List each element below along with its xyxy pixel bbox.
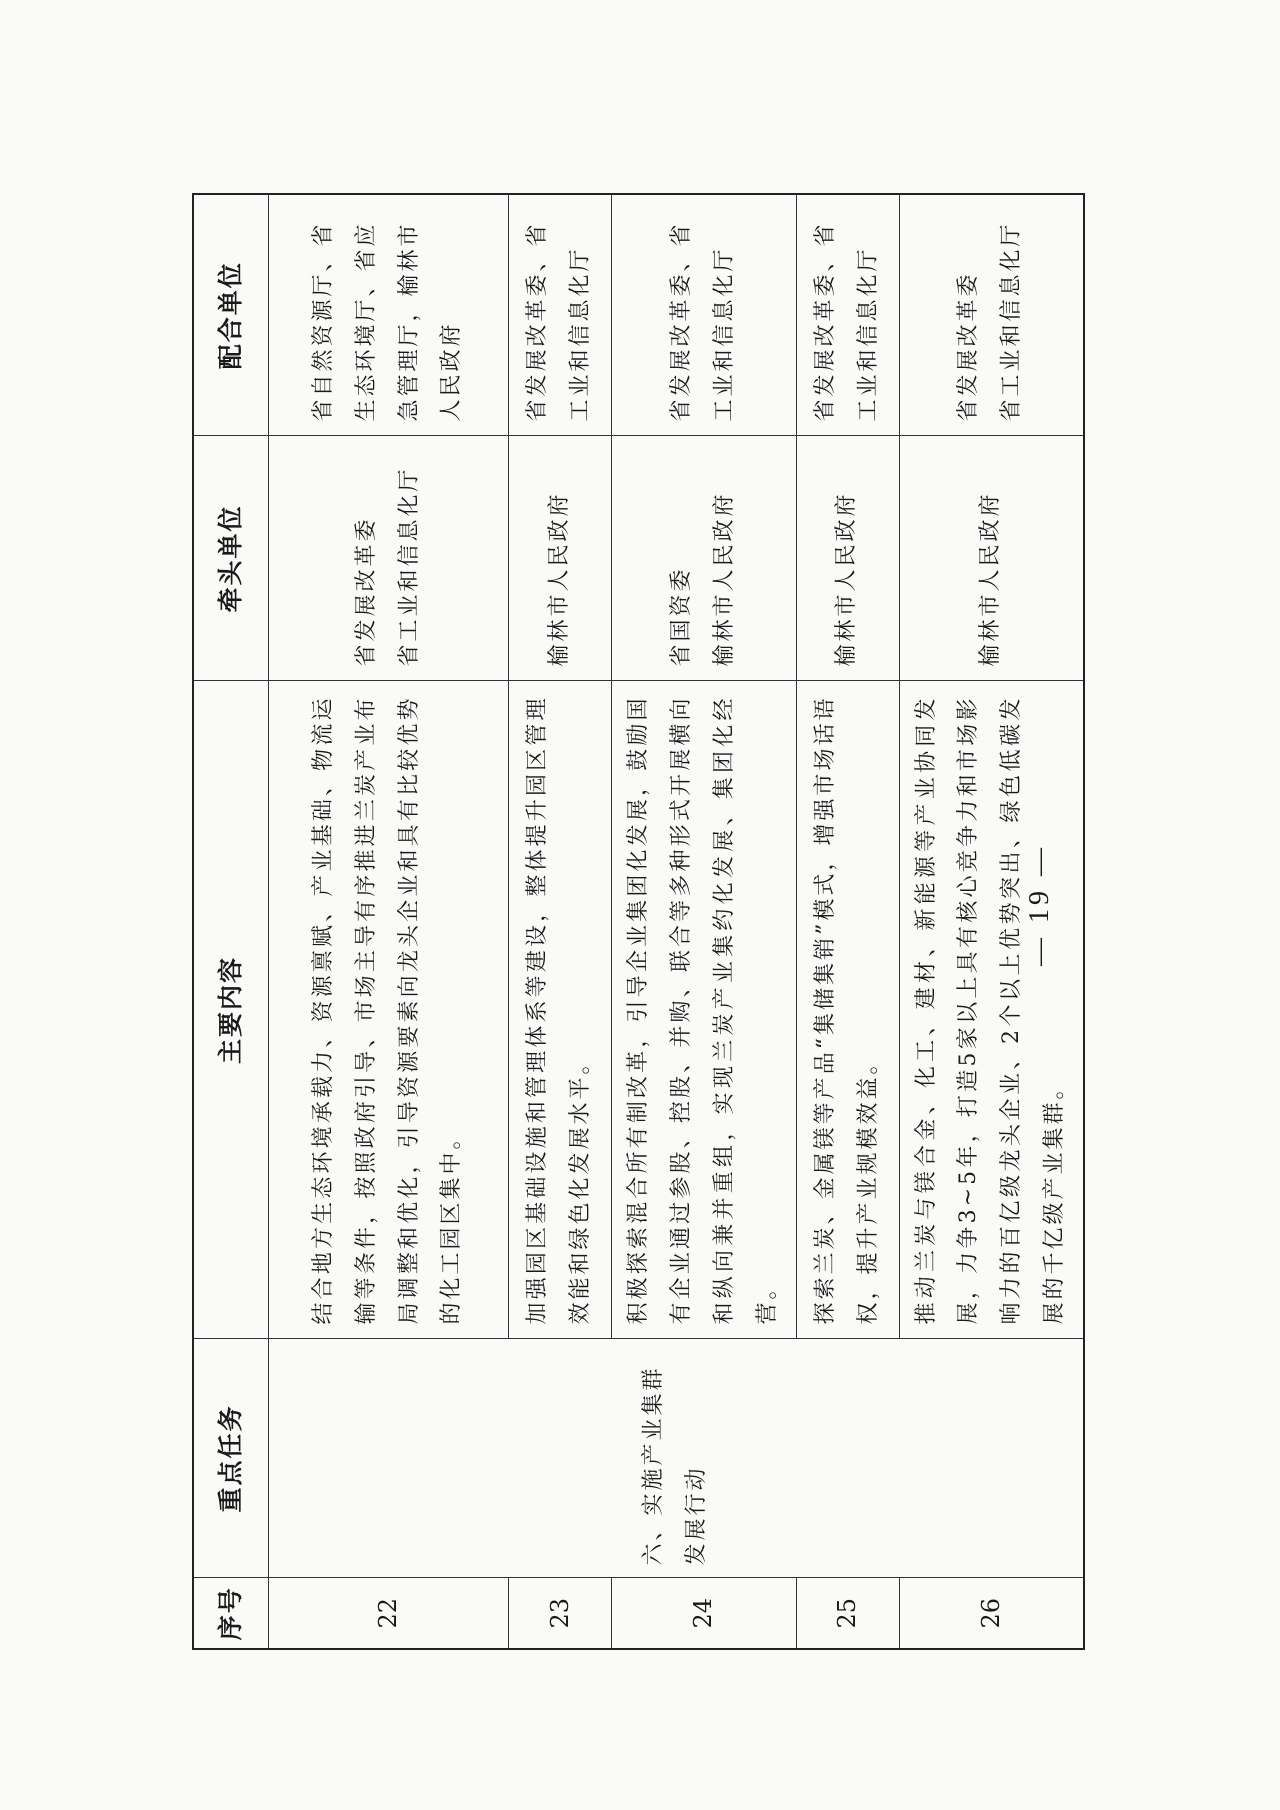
row-number: 22 [269,1578,509,1649]
coop-unit-cell: 省发展改革委、省工业和信息化厅 [509,194,612,436]
lead-unit-cell: 榆林市人民政府 [796,436,899,681]
content-cell: 加强园区基础设施和管理体系等建设，整体提升园区管理效能和绿色化发展水平。 [509,681,612,1339]
lead-unit-cell: 榆林市人民政府 [509,436,612,681]
header-main-content: 主要内容 [193,681,269,1339]
coop-unit-cell: 省发展改革委 省工业和信息化厅 [899,194,1084,436]
coop-unit-cell: 省发展改革委、省工业和信息化厅 [612,194,797,436]
lead-unit-cell: 省国资委 榆林市人民政府 [612,436,797,681]
content-cell: 结合地方生态环境承载力、资源禀赋、产业基础、物流运输等条件，按照政府引导、市场主导有序推进兰炭产业布局调整和优化，引导资源要素向龙头企业和具有比较优势的化工园区集中。 [269,681,509,1339]
coop-unit-cell: 省自然资源厅、省生态环境厅、省应急管理厅，榆林市人民政府 [269,194,509,436]
table-row [269,194,509,1649]
key-task-cell: 六、实施产业集群发展行动 [269,1339,1085,1578]
lead-unit-cell: 榆林市人民政府 [899,436,1084,681]
coop-unit-cell: 省发展改革委、省工业和信息化厅 [796,194,899,436]
header-lead-unit: 牵头单位 [193,436,269,681]
page-number: — 19 — [1024,844,1055,966]
row-number: 23 [509,1578,612,1649]
content-cell: 探索兰炭、金属镁等产品“集储集销”模式，增强市场话语权，提升产业规模效益。 [796,681,899,1339]
header-coop-unit: 配合单位 [193,194,269,436]
content-cell: 推动兰炭与镁合金、化工、建材、新能源等产业协同发展，力争3~5年，打造5家以上具有核心竞争力和市场影响力的百亿级龙头企业、2个以上优势突出、绿色低碳发展的千亿级产业集群。 [899,681,1084,1339]
content-cell: 积极探索混合所有制改革，引导企业集团化发展，鼓励国有企业通过参股、控股、并购、联合等多种形式开展横向和纵向兼并重组，实现兰炭产业集约化发展、集团化经营。 [612,681,797,1339]
header-number: 序号 [193,1578,269,1649]
header-key-task: 重点任务 [193,1339,269,1578]
row-number: 24 [612,1578,797,1649]
row-number: 25 [796,1578,899,1649]
tasks-table [192,193,1085,1650]
table-header-row [193,194,269,1649]
row-number: 26 [899,1578,1084,1649]
lead-unit-cell: 省发展改革委 省工业和信息化厅 [269,436,509,681]
